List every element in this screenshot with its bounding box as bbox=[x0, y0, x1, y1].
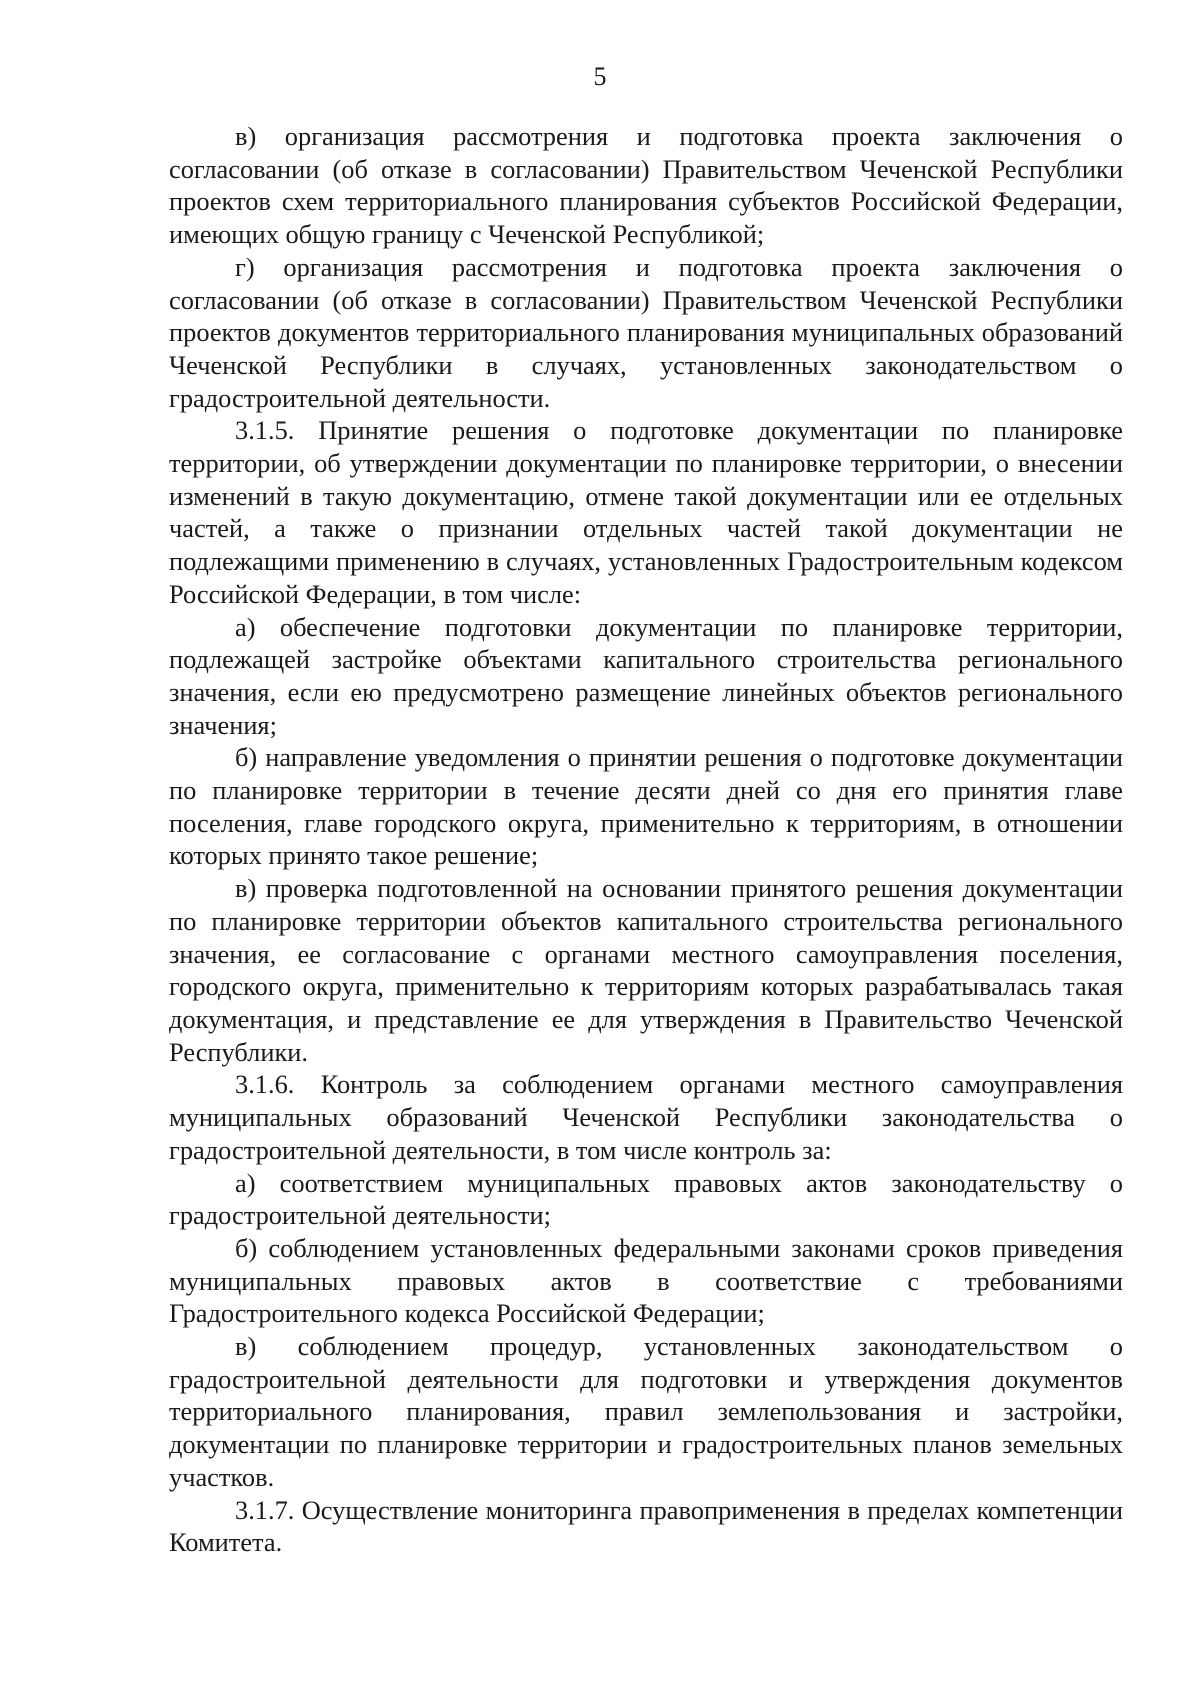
paragraph-3-1-7: 3.1.7. Осуществление мониторинга правоприменения в пределах компетенции Комитета. bbox=[169, 1494, 1123, 1558]
page-number: 5 bbox=[593, 62, 607, 91]
paragraph-item-g-municipal-planning: г) организация рассмотрения и подготовка проекта заключения о согласовании (об отказе в согласовании) Правительством Чеченской Республики проектов документов территориального планирования муниципальных образований Чеченской Республики в случаях, установленных законодательством о градостроительной деятельности. bbox=[169, 251, 1123, 413]
paragraph-3-1-5-item-b: б) направление уведомления о принятии решения о подготовке документации по планировке территории в течение десяти дней со дня его принятия главе поселения, главе городского округа, применительно к территориям, в отношении которых принято такое решение; bbox=[169, 742, 1123, 871]
paragraph-3-1-5-item-a: а) обеспечение подготовки документации по планировке территории, подлежащей застройке объектами капитального строительства регионального значения, если ею предусмотрено размещение линейных объектов регионального значения; bbox=[169, 611, 1123, 740]
paragraph-3-1-6: 3.1.6. Контроль за соблюдением органами местного самоуправления муниципальных образований Чеченской Республики законодательства о градостроительной деятельности, в том числе контроль за: bbox=[169, 1069, 1123, 1165]
paragraph-3-1-6-item-a: а) соответствием муниципальных правовых актов законодательству о градостроительной деятельности; bbox=[169, 1167, 1123, 1231]
paragraph-3-1-6-item-v: в) соблюдением процедур, установленных законодательством о градостроительной деятельности для подготовки и утверждения документов территориального планирования, правил землепользования и застройки, документации по планировке территории и градостроительных планов земельных участков. bbox=[169, 1331, 1123, 1492]
document-body bbox=[169, 120, 1123, 1559]
paragraph-item-v-territorial-schemes: в) организация рассмотрения и подготовка проекта заключения о согласовании (об отказе в согласовании) Правительством Чеченской Республики проектов схем территориального планирования субъектов Российской Федерации, имеющих общую границу с Чеченской Республикой; bbox=[169, 121, 1123, 250]
paragraph-3-1-5: 3.1.5. Принятие решения о подготовке документации по планировке территории, об утверждении документации по планировке территории, о внесении изменений в такую документацию, отмене такой документации или ее отдельных частей, а также о признании отдельных частей такой документации не подлежащими применению в случаях, установленных Градостроительным кодексом Российской Федерации, в том числе: bbox=[169, 415, 1123, 609]
paragraph-3-1-6-item-b: б) соблюдением установленных федеральными законами сроков приведения муниципальных правовых актов в соответствие с требованиями Градостроительного кодекса Российской Федерации; bbox=[169, 1232, 1123, 1329]
paragraph-3-1-5-item-v: в) проверка подготовленной на основании принятого решения документации по планировке территории объектов капитального строительства регионального значения, ее согласование с органами местного самоуправления поселения, городского округа, применительно к территориям которых разрабатывалась такая документация, и представление ее для утверждения в Правительство Чеченской Республики. bbox=[169, 873, 1123, 1067]
